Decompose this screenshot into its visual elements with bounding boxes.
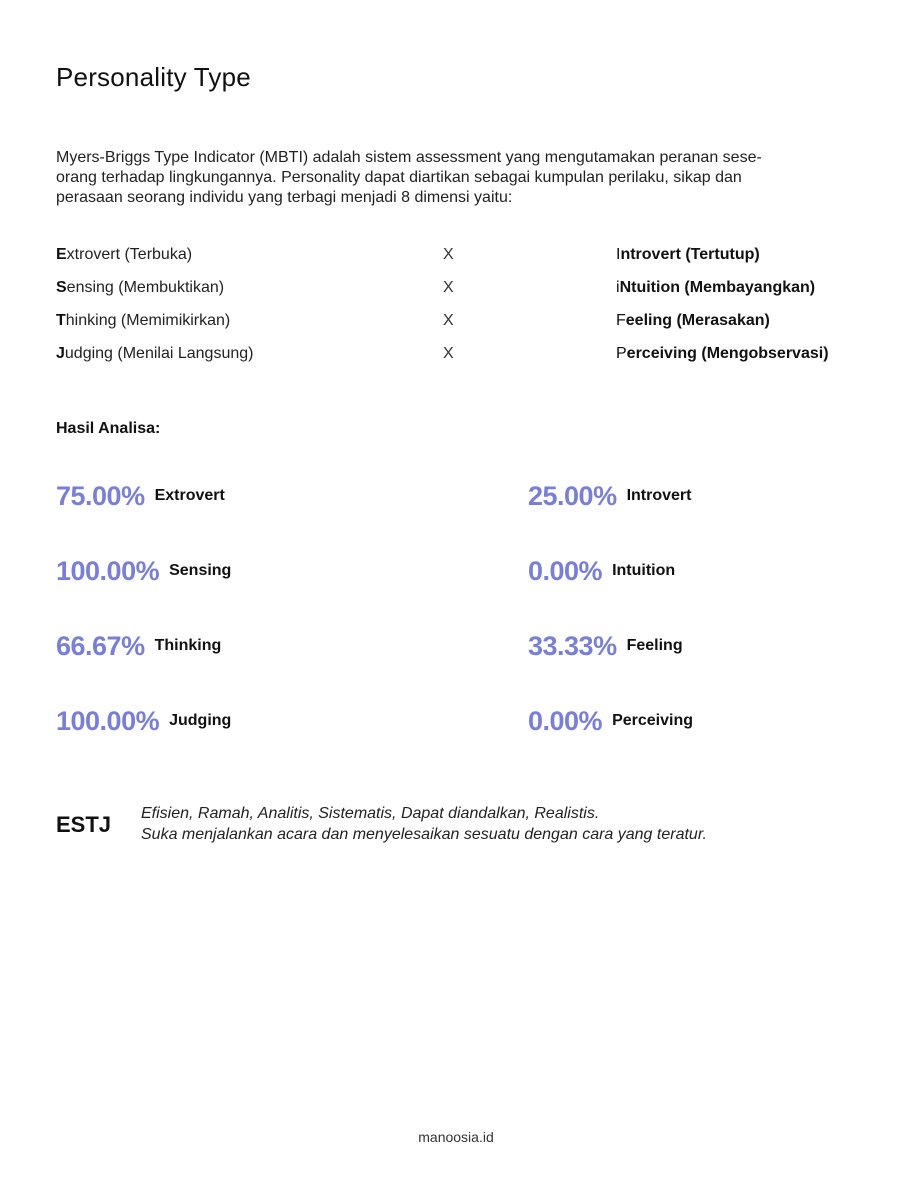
dimension-left [56, 246, 192, 264]
results-list [56, 476, 876, 776]
result-right [528, 476, 691, 516]
result-right [528, 701, 693, 741]
intro-line: Myers-Briggs Type Indicator (MBTI) adalah sistem assessment yang mengutamakan peranan sese- [56, 149, 762, 166]
result-row [56, 476, 876, 551]
dimension-left [56, 312, 230, 330]
description-line: Efisien, Ramah, Analitis, Sistematis, Dapat diandalkan, Realistis. [141, 805, 600, 822]
result-percentage: 0.00% [528, 555, 603, 586]
dimension-left [56, 345, 253, 363]
dimension-right-text: Ntuition (Membayangkan) [619, 279, 816, 296]
personality-type-description [141, 803, 861, 845]
result-percentage: 0.00% [528, 705, 603, 736]
dimension-initial: i [616, 279, 620, 296]
result-left [56, 626, 221, 666]
result-percentage: 66.67% [56, 630, 145, 661]
result-trait: Extrovert [154, 487, 225, 504]
dimension-right-text: ntrovert (Tertutup) [620, 246, 760, 263]
dimension-initial: T [56, 312, 66, 329]
dimension-left-text: xtrovert (Terbuka) [66, 246, 193, 263]
dimension-list [56, 246, 876, 378]
dimension-separator: X [443, 345, 454, 362]
dimension-initial: S [56, 279, 67, 296]
intro-paragraph [56, 148, 856, 208]
dimension-right [616, 279, 815, 297]
dimension-right-text: eeling (Merasakan) [625, 312, 770, 329]
description-line: Suka menjalankan acara dan menyelesaikan sesuatu dengan cara yang teratur. [141, 826, 707, 843]
result-right [528, 551, 675, 591]
dimension-right-text: erceiving (Mengobservasi) [626, 345, 829, 362]
result-percentage: 100.00% [56, 705, 160, 736]
dimension-initial: E [56, 246, 67, 263]
dimension-right [616, 312, 770, 330]
result-trait: Introvert [626, 487, 692, 504]
result-percentage: 25.00% [528, 480, 617, 511]
result-left [56, 551, 231, 591]
dimension-initial: I [616, 246, 621, 263]
dimension-left [56, 279, 224, 297]
result-percentage: 75.00% [56, 480, 145, 511]
result-percentage: 33.33% [528, 630, 617, 661]
footer-text: manoosia.id [418, 1129, 494, 1145]
dimension-separator: X [443, 246, 454, 263]
result-percentage: 100.00% [56, 555, 160, 586]
result-trait: Feeling [626, 637, 683, 654]
dimension-row [56, 345, 876, 378]
intro-line: perasaan seorang individu yang terbagi menjadi 8 dimensi yaitu: [56, 189, 513, 206]
page-title: Personality Type [56, 62, 251, 92]
dimension-separator: X [443, 312, 454, 329]
result-row [56, 701, 876, 776]
result-trait: Thinking [154, 637, 222, 654]
personality-type-code: ESTJ [56, 812, 112, 837]
dimension-left-text: ensing (Membuktikan) [66, 279, 225, 296]
dimension-initial: J [56, 345, 65, 362]
dimension-row [56, 312, 876, 345]
result-row [56, 626, 876, 701]
dimension-row [56, 246, 876, 279]
dimension-right [616, 246, 760, 264]
result-trait: Intuition [612, 562, 676, 579]
result-right [528, 626, 683, 666]
intro-line: orang terhadap lingkungannya. Personality dapat diartikan sebagai kumpulan perilaku, sikap dan [56, 169, 742, 186]
result-row [56, 551, 876, 626]
result-trait: Perceiving [612, 712, 693, 729]
dimension-left-text: udging (Menilai Langsung) [64, 345, 254, 362]
result-left [56, 476, 225, 516]
dimension-initial: F [616, 312, 626, 329]
dimension-left-text: hinking (Memimikirkan) [65, 312, 231, 329]
dimension-row [56, 279, 876, 312]
result-trait: Judging [169, 712, 232, 729]
dimension-initial: P [616, 345, 627, 362]
dimension-right [616, 345, 829, 363]
results-heading: Hasil Analisa: [56, 420, 161, 437]
result-trait: Sensing [169, 562, 232, 579]
dimension-separator: X [443, 279, 454, 296]
result-left [56, 701, 231, 741]
